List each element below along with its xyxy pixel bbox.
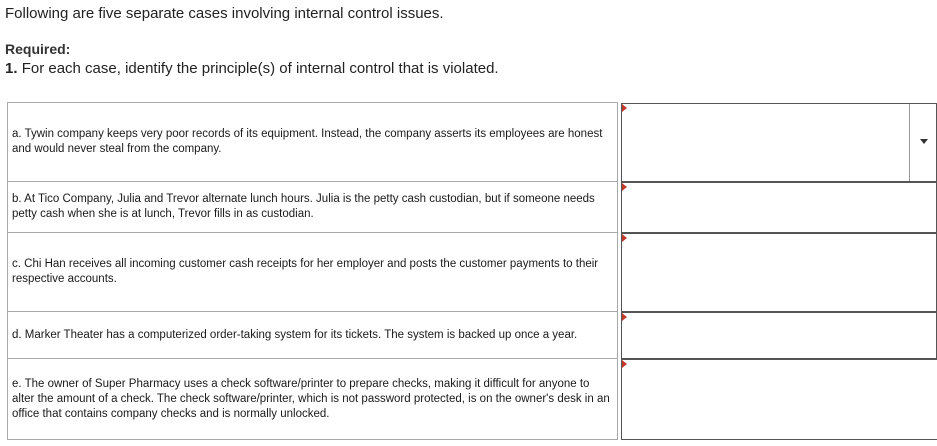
instruction-text [5,60,499,77]
flag-marker-icon [622,183,627,191]
chevron-down-icon [920,139,928,144]
answer-input-e[interactable] [621,359,937,440]
instruction-body: For each case, identify the principle(s) of internal control that is violated. [21,60,499,77]
answer-cell-b [618,182,937,233]
case-text-c: c. Chi Han receives all incoming customer cash receipts for her employer and posts the customer payments to their respective accounts. [8,233,618,312]
instruction-number: 1. [5,60,18,77]
flag-marker-icon [622,313,627,321]
case-row-c [8,233,937,312]
case-row-e [8,359,937,440]
dropdown-toggle[interactable] [909,104,936,181]
flag-marker-icon [622,234,627,242]
case-text-d: d. Marker Theater has a computerized order-taking system for its tickets. The system is backed up once a year. [8,312,618,359]
case-row-a [8,103,937,182]
answer-input-b[interactable] [621,182,937,233]
answer-input-c[interactable] [621,233,937,312]
answer-cell-c [618,233,937,312]
case-row-d [8,312,937,359]
answer-cell-a [618,103,937,182]
answer-cell-d [618,312,937,359]
intro-text: Following are five separate cases involving internal control issues. [5,5,444,22]
answer-input-d[interactable] [621,312,937,359]
answer-cell-e [618,359,937,440]
answer-select-a[interactable] [621,103,937,182]
case-text-a: a. Tywin company keeps very poor records of its equipment. Instead, the company asserts its employees are honest and would never steal from the company. [8,103,618,182]
required-heading: Required: [5,41,71,57]
case-text-b: b. At Tico Company, Julia and Trevor alternate lunch hours. Julia is the petty cash custodian, but if someone needs petty cash when she is at lunch, Trevor fills in as custodian. [8,182,618,233]
case-row-b [8,182,937,233]
cases-table [7,102,931,440]
flag-marker-icon [622,104,627,112]
flag-marker-icon [622,360,627,368]
case-text-e: e. The owner of Super Pharmacy uses a check software/printer to prepare checks, making it difficult for anyone to alter the amount of a check. The check software/printer, which is not password protected, is on the owner's desk in an office that contains company checks and is normally unlocked. [8,359,618,440]
